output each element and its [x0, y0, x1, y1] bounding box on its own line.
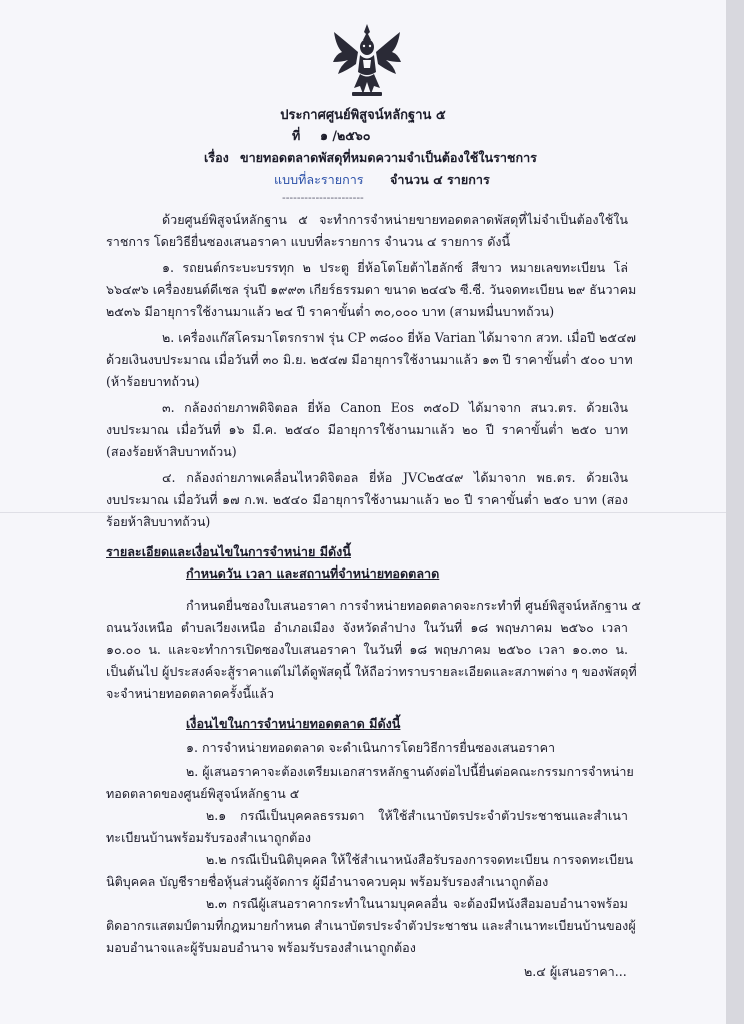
- condition-2-1-line-1: ๒.๑ กรณีเป็นบุคคลธรรมดา ให้ใช้สำเนาบัตรประจำตัวประชาชนและสำเนา: [206, 808, 628, 823]
- condition-2-line-2: ทอดตลาดของศูนย์พิสูจน์หลักฐาน ๕: [106, 786, 300, 801]
- condition-1: ๑. การจำหน่ายทอดตลาด จะดำเนินการโดยวิธีการยื่นซองเสนอราคา: [186, 740, 556, 755]
- item-3-line-3: (สองร้อยห้าสิบบาทถ้วน): [106, 444, 237, 459]
- subject-text: ขายทอดตลาดพัสดุที่หมดความจำเป็นต้องใช้ในราชการ: [240, 150, 537, 165]
- item-4-line-3: ร้อยห้าสิบบาทถ้วน): [106, 514, 211, 529]
- condition-2-3-line-1: ๒.๓ กรณีผู้เสนอราคากระทำในนามบุคคลอื่น จะต้องมีหนังสือมอบอำนาจพร้อม: [206, 896, 628, 911]
- subject-label: เรื่อง: [204, 150, 229, 165]
- garuda-seal-icon: [330, 22, 404, 98]
- header-divider: ----------------------: [282, 191, 364, 204]
- item-3-line-1: ๓. กล้องถ่ายภาพดิจิตอล ยี่ห้อ Canon Eos ๓๕๐D ได้มาจาก สนว.ตร. ด้วยเงิน: [162, 400, 628, 415]
- page-edge: [726, 0, 744, 1024]
- schedule-line-5: จะจำหน่ายทอดตลาดครั้งนี้แล้ว: [106, 686, 274, 701]
- schedule-line-1: กำหนดยื่นซองใบเสนอราคา การจำหน่ายทอดตลาดจะกระทำที่ ศูนย์พิสูจน์หลักฐาน ๕: [186, 598, 641, 613]
- item-2-line-2: ด้วยเงินงบประมาณ เมื่อวันที่ ๓๐ มิ.ย. ๒๕๔๗ มีอายุการใช้งานมาแล้ว ๑๓ ปี ราคาขั้นต่ำ ๕๐๐ บาท: [106, 352, 633, 367]
- item-3-line-2: งบประมาณ เมื่อวันที่ ๑๖ มี.ค. ๒๕๔๐ มีอายุการใช้งานมาแล้ว ๒๐ ปี ราคาขั้นต่ำ ๒๕๐ บาท: [106, 422, 628, 437]
- schedule-line-2: ถนนวังเหนือ ตำบลเวียงเหนือ อำเภอเมือง จังหวัดลำปาง ในวันที่ ๑๘ พฤษภาคม ๒๕๖๐ เวลา: [106, 620, 628, 635]
- schedule-heading: กำหนดวัน เวลา และสถานที่จำหน่ายทอดตลาด: [186, 566, 440, 581]
- condition-2-3-line-3: มอบอำนาจและผู้รับมอบอำนาจ พร้อมรับรองสำเนาถูกต้อง: [106, 940, 416, 955]
- conditions-heading: เงื่อนไขในการจำหน่ายทอดตลาด มีดังนี้: [186, 716, 401, 731]
- condition-2-2-line-2: นิติบุคคล บัญชีรายชื่อหุ้นส่วนผู้จัดการ ผู้มีอำนาจควบคุม พร้อมรับรองสำเนาถูกต้อง: [106, 874, 549, 889]
- schedule-line-4: เป็นต้นไป ผู้ประสงค์จะสู้ราคาแต่ไม่ได้ดูพัสดุนี้ ให้ถือว่าทราบรายละเอียดและสภาพต่าง ๆ ของพัสดุที่: [106, 664, 637, 679]
- item-2-line-1: ๒. เครื่องแก๊สโครมาโตรกราฟ รุ่น CP ๓๘๐๐ ยี่ห้อ Varian ได้มาจาก สวท. เมื่อปี ๒๕๔๗: [162, 330, 636, 345]
- item-2-line-3: (ห้าร้อยบาทถ้วน): [106, 374, 200, 389]
- item-count: จำนวน ๔ รายการ: [390, 172, 490, 187]
- item-4-line-1: ๔. กล้องถ่ายภาพเคลื่อนไหวดิจิตอล ยี่ห้อ JVC๒๕๔๙ ได้มาจาก พธ.ตร. ด้วยเงิน: [162, 470, 628, 485]
- announcement-title: ประกาศศูนย์พิสูจน์หลักฐาน ๕: [280, 108, 446, 123]
- number-label: ที่: [292, 128, 301, 143]
- details-heading: รายละเอียดและเงื่อนไขในการจำหน่าย มีดังนี้: [106, 544, 351, 559]
- intro-line-1: ด้วยศูนย์พิสูจน์หลักฐาน ๕ จะทำการจำหน่ายขายทอดตลาดพัสดุที่ไม่จำเป็นต้องใช้ใน: [162, 212, 628, 227]
- condition-2-1-line-2: ทะเบียนบ้านพร้อมรับรองสำเนาถูกต้อง: [106, 830, 312, 845]
- condition-2-2-line-1: ๒.๒ กรณีเป็นนิติบุคคล ให้ใช้สำเนาหนังสือรับรองการจดทะเบียน การจดทะเบียน: [206, 852, 634, 867]
- announcement-number: ๑ /๒๕๖๐: [320, 128, 371, 143]
- intro-line-2: ราชการ โดยวิธียื่นซองเสนอราคา แบบที่ละรายการ จำนวน ๔ รายการ ดังนี้: [106, 234, 511, 249]
- fold-crease: [0, 512, 726, 513]
- item-4-line-2: งบประมาณ เมื่อวันที่ ๑๗ ก.พ. ๒๕๔๐ มีอายุการใช้งานมาแล้ว ๒๐ ปี ราคาขั้นต่ำ ๒๕๐ บาท (สอง: [106, 492, 628, 507]
- continuation-text: ๒.๔ ผู้เสนอราคา...: [524, 964, 627, 979]
- item-1-line-1: ๑. รถยนต์กระบะบรรทุก ๒ ประตู ยี่ห้อโตโยต้าไฮลักซ์ สีขาว หมายเลขทะเบียน โล่: [162, 260, 628, 275]
- condition-2-3-line-2: ติดอากรแสตมป์ตามที่กฎหมายกำหนด สำเนาบัตรประจำตัวประชาชน และสำเนาทะเบียนบ้านของผู้: [106, 918, 636, 933]
- condition-2-line-1: ๒. ผู้เสนอราคาจะต้องเตรียมเอกสารหลักฐานดังต่อไปนี้ยื่นต่อคณะกรรมการจำหน่าย: [186, 764, 634, 779]
- item-1-line-2: ๖๖๔๙๖ เครื่องยนต์ดีเซล รุ่นปี ๑๙๙๓ เกียร์ธรรมดา ขนาด ๒๔๔๖ ซี.ซี. วันจดทะเบียน ๒๙ ธันวาคม: [106, 282, 637, 297]
- item-1-line-3: ๒๕๓๖ มีอายุการใช้งานมาแล้ว ๒๔ ปี ราคาขั้นต่ำ ๓๐,๐๐๐ บาท (สามหมื่นบาทถ้วน): [106, 304, 555, 319]
- method-text: แบบที่ละรายการ: [274, 172, 364, 187]
- schedule-line-3: ๑๐.๐๐ น. และจะทำการเปิดซองใบเสนอราคา ในวันที่ ๑๘ พฤษภาคม ๒๕๖๐ เวลา ๑๐.๓๐ น.: [106, 642, 628, 657]
